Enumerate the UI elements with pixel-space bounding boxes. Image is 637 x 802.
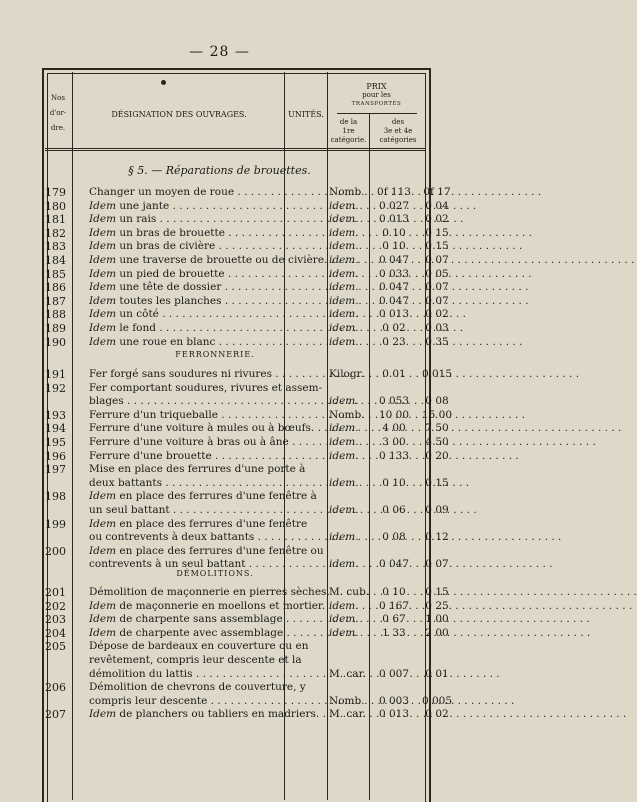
row-designation: Idem le fond . . . [89, 322, 325, 334]
row-number: 194 [45, 422, 66, 436]
header-prix-sub: pour les [362, 91, 391, 99]
row-number: 201 [45, 586, 66, 599]
row-designation: Idem un rais . . . [89, 213, 325, 225]
row-number: 197 [45, 463, 66, 477]
row-number: 205 [45, 640, 66, 654]
row-designation: blages . . . [89, 395, 325, 407]
row-designation: deux battants . . . [89, 477, 325, 489]
row-price-cat2: 4 50 [425, 436, 449, 448]
row-unit: idem. [329, 476, 359, 489]
row-designation: Démolition de chevrons de couverture, y [89, 681, 306, 694]
row-price-cat2: 0 015 [421, 368, 453, 380]
header-bottom-rule [45, 148, 426, 149]
header-prix [328, 82, 425, 109]
row-price-cat2: 0 09 [425, 504, 449, 516]
row-price-cat1: 0 167 [378, 599, 410, 612]
row-designation: Idem en place des ferrures d'une fenêtre à [89, 490, 317, 503]
row-price-cat2: 1 00 [425, 613, 449, 626]
row-unit: idem. [329, 422, 359, 435]
row-designation: Idem une jante . . . [89, 200, 325, 212]
row-designation: Changer un moyen de roue . . . [89, 186, 325, 198]
row-price-cat2: 2 00 [425, 626, 449, 639]
header-num-line: d'or- [49, 109, 67, 117]
row-price-cat1: 0 047 [378, 281, 410, 294]
row-designation: Idem de maçonnerie en moellons et mortier. . . . [89, 600, 325, 612]
row-number: 200 [45, 544, 66, 558]
table-row [42, 335, 449, 353]
header-num [44, 94, 72, 133]
row-designation: Ferrure d'une brouette . . . [89, 450, 325, 462]
row-price-cat1: 0 10 [382, 226, 406, 239]
row-designation: Idem une tête de dossier . . . [89, 281, 325, 293]
row-unit: idem. [329, 226, 359, 239]
row-designation: Idem de charpente sans assemblage . . . [89, 613, 325, 625]
row-price-cat1: 0 013 [378, 708, 410, 721]
row-unit: idem. [329, 267, 359, 280]
row-price-cat2: 7 50 [425, 422, 449, 435]
row-number: 189 [45, 322, 66, 335]
row-unit: idem. [329, 308, 359, 321]
row-price-cat2: 0f 17 [423, 186, 451, 198]
row-price-cat2: 0 20 [425, 449, 449, 462]
row-price-cat1: 0 033 [378, 267, 410, 280]
row-price-cat1: 0 01 [382, 368, 406, 380]
row-price-cat2: 0 07 [425, 281, 449, 294]
row-designation: contrevents à un seul battant . . . [89, 558, 325, 570]
row-price-cat2: 0 07 [425, 558, 449, 571]
row-designation: Idem en place des ferrures d'une fenêtre [89, 517, 308, 530]
row-unit: M. cub. [329, 586, 370, 598]
row-number: 203 [45, 613, 66, 627]
row-number: 184 [45, 254, 66, 267]
row-price-cat1: 3 00 [382, 436, 406, 448]
row-number: 179 [45, 186, 66, 199]
header-rule [337, 113, 417, 114]
row-price-cat1: 0 027 [378, 199, 410, 212]
row-unit: idem. [329, 613, 359, 626]
row-unit: Nomb. [329, 694, 365, 707]
row-price-cat2: 0 03 [425, 322, 449, 334]
row-designation: Idem de charpente avec assemblage . . . [89, 627, 325, 639]
row-unit: Nomb. [329, 408, 365, 421]
row-number: 206 [45, 681, 66, 695]
row-price-cat1: 0 10 [382, 586, 406, 598]
row-designation: Idem toutes les planches . . . [89, 295, 325, 307]
section-title [0, 164, 439, 177]
ferronnerie-title: FERRONNERIE. [175, 350, 255, 359]
row-designation: Idem un bras de civière . . . [89, 240, 325, 252]
table-row [42, 708, 449, 725]
row-unit: idem. [329, 254, 359, 266]
header-units: UNITÉS. [288, 110, 324, 119]
row-number: 181 [45, 213, 66, 227]
row-unit: idem. [329, 531, 359, 544]
page-number: — 28 — [189, 44, 250, 60]
row-unit: idem. [329, 294, 359, 307]
row-number: 180 [45, 199, 66, 213]
row-number: 207 [45, 708, 66, 722]
header-cat-line: catégories [379, 136, 417, 144]
row-price-cat2: 0 02 [425, 708, 449, 721]
row-number: 182 [45, 226, 66, 240]
row-price-cat1: 10 00 [378, 408, 410, 421]
row-price-cat1: 0 08 [382, 531, 406, 544]
row-price-cat2: 0 01 [425, 667, 449, 680]
row-designation: Idem une roue en blanc . . . [89, 336, 325, 348]
row-price-cat1: 0 133 [378, 449, 410, 462]
printer-mark [161, 80, 166, 85]
section-title-text: § 5. — Réparations de brouettes. [128, 164, 311, 177]
row-price-cat1: 4 00 [382, 422, 406, 435]
row-designation: revêtement, compris leur descente et la [89, 654, 302, 666]
header-num-line: dre. [50, 124, 66, 132]
header-cat-line: des [391, 118, 405, 126]
row-designation: Idem en place des ferrures d'une fenêtre ou [89, 544, 324, 557]
header-prix-title: PRIX [366, 82, 387, 91]
row-price-cat1: 0 67 [382, 613, 406, 626]
row-number: 198 [45, 490, 66, 504]
row-number: 190 [45, 335, 66, 349]
row-price-cat2: 0 15 [425, 226, 449, 239]
row-unit: idem. [329, 240, 359, 253]
row-unit: idem. [329, 335, 359, 348]
row-unit: Nomb. [329, 186, 365, 198]
header-bottom-rule [45, 150, 426, 151]
row-price-cat2: 0 15 [425, 476, 449, 489]
row-price-cat1: 1 33 [382, 626, 406, 639]
row-price-cat1: 0 047 [378, 294, 410, 307]
row-designation: Mise en place des ferrures d'une porte à [89, 463, 306, 476]
row-designation: Ferrure d'une voiture à bras ou à âne . . . [89, 436, 325, 448]
row-unit: idem. [329, 599, 359, 612]
row-unit: idem. [329, 199, 359, 212]
row-number: 188 [45, 308, 66, 322]
row-designation: Idem un bras de brouette . . . [89, 227, 325, 239]
row-designation: Idem un côté . . . [89, 308, 325, 320]
header-cat-line: catégorie. [330, 136, 367, 144]
row-price-cat2: 0 25 [425, 599, 449, 612]
header-num-line: Nos [51, 94, 65, 102]
row-price-cat2: 0 15 [425, 240, 449, 253]
row-price-cat1: 0f 113 [377, 186, 411, 198]
row-designation: Ferrure d'une voiture à mules ou à bœufs. . . . [89, 422, 325, 434]
row-price-cat1: 0 23 [382, 335, 406, 348]
row-designation: Idem une traverse de brouette ou de civière. . . . [89, 254, 325, 266]
row-unit: idem. [329, 322, 359, 334]
row-price-cat2: 0 005 [421, 694, 453, 707]
row-price-cat2: 0 07 [425, 294, 449, 307]
row-price-cat2: 0 07 [425, 254, 449, 266]
row-designation: Démolition de maçonnerie en pierres sèches. . . . [89, 586, 325, 598]
row-unit: M. car. [329, 708, 366, 721]
row-price-cat1: 0 10 [382, 476, 406, 489]
row-price-cat2: 0 12 [425, 531, 449, 544]
row-designation: démolition du lattis . . . [89, 668, 325, 680]
row-number: 196 [45, 449, 66, 463]
row-price-cat1: 0 013 [378, 308, 410, 321]
row-price-cat2: 0 35 [425, 335, 449, 348]
row-unit: idem. [329, 281, 359, 294]
row-number: 193 [45, 408, 66, 422]
row-price-cat1: 0 047 [378, 254, 410, 266]
row-price-cat1: 0 02 [382, 322, 406, 334]
row-number: 183 [45, 240, 66, 254]
header-cat-line: 1re [342, 127, 355, 135]
row-number: 191 [45, 368, 66, 381]
table-row [42, 558, 449, 575]
row-number: 187 [45, 294, 66, 308]
row-number: 202 [45, 599, 66, 613]
header-designation: DÉSIGNATION DES OUVRAGES. [111, 110, 247, 119]
row-designation: Fer forgé sans soudures ni rivures . . . [89, 368, 325, 380]
row-price-cat1: 0 10 [382, 240, 406, 253]
header-cat-line: de la [339, 118, 358, 126]
row-unit: idem. [329, 213, 359, 226]
demolitions-title: DÉMOLITIONS. [176, 569, 254, 578]
header-cat1 [328, 118, 369, 145]
row-number: 204 [45, 626, 66, 640]
row-price-cat1: 0 013 [378, 213, 410, 226]
row-price-cat1: 0 053 [378, 395, 410, 408]
row-number: 199 [45, 517, 66, 531]
row-price-cat2: 0 15 [425, 586, 449, 598]
header-cat-line: 3e et 4e [383, 127, 413, 135]
row-number: 195 [45, 436, 66, 449]
row-unit: idem. [329, 626, 359, 639]
row-unit: idem. [329, 558, 359, 571]
row-price-cat1: 0 06 [382, 504, 406, 516]
row-price-cat2: 15 00 [421, 408, 453, 421]
row-number: 185 [45, 267, 66, 281]
row-designation: Ferrure d'un triqueballe . . . [89, 409, 325, 421]
row-price-cat2: 0 08 [425, 395, 449, 408]
row-designation: Fer comportant soudures, rivures et assem- [89, 381, 323, 394]
row-unit: idem. [329, 395, 359, 408]
row-designation: Idem de planchers ou tabliers en madriers. . . . [89, 708, 325, 720]
row-unit: idem. [329, 449, 359, 462]
row-unit: idem. [329, 504, 359, 516]
row-price-cat1: 0 047 [378, 558, 410, 571]
row-price-cat1: 0 007 [378, 667, 410, 680]
row-designation: un seul battant . . . [89, 504, 325, 516]
row-designation: ou contrevents à deux battants . . . [89, 531, 325, 543]
row-designation: compris leur descente . . . [89, 695, 325, 707]
header-prix-sub: TRANSPORTÉS [351, 101, 402, 107]
row-price-cat1: 0 003 [378, 694, 410, 707]
header-cat2 [370, 118, 426, 145]
row-unit: Kilogr. [329, 368, 364, 380]
row-price-cat2: 0 05 [425, 267, 449, 280]
row-designation: Idem un pied de brouette . . . [89, 268, 325, 280]
row-price-cat2: 0 02 [425, 213, 449, 226]
row-unit: M. car. [329, 667, 366, 680]
row-price-cat2: 0 02 [425, 308, 449, 321]
row-unit: idem. [329, 436, 359, 448]
row-number: 186 [45, 281, 66, 295]
row-number: 192 [45, 381, 66, 395]
row-price-cat2: 0 04 [425, 199, 449, 212]
row-designation: Dépose de bardeaux en couverture ou en [89, 640, 309, 653]
